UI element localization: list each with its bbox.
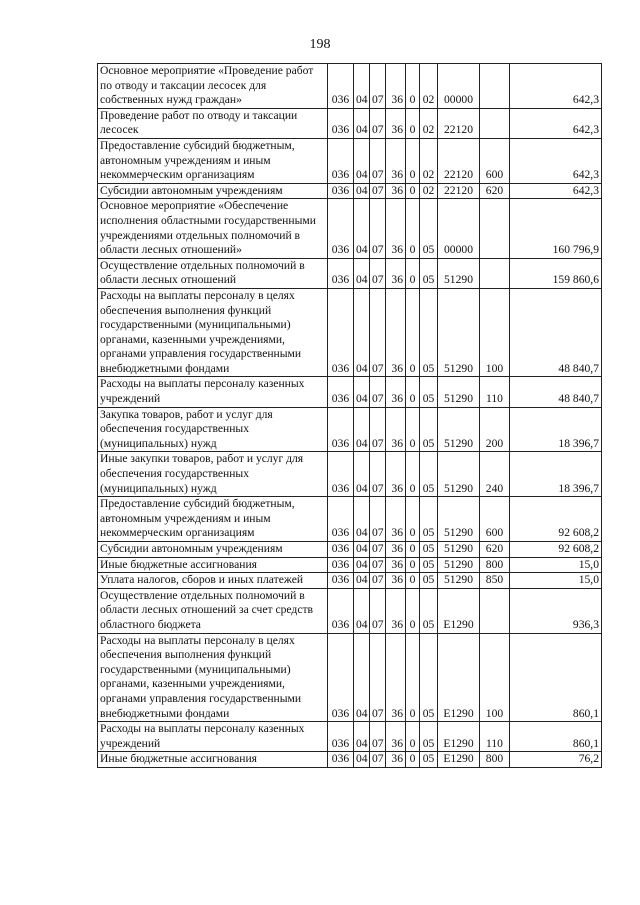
cell-vr: 600 <box>480 138 510 183</box>
cell-program: 36 <box>386 452 406 497</box>
cell-event: 05 <box>420 377 438 407</box>
row-name: Предоставление субсидий бюджетным, автономным учреждениям и иным некоммерческим организациям <box>98 138 328 183</box>
cell-program: 36 <box>386 64 406 109</box>
cell-vr: 200 <box>480 407 510 452</box>
cell-gr: 036 <box>328 452 354 497</box>
cell-vr: 600 <box>480 497 510 542</box>
cell-direction: 51290 <box>438 497 480 542</box>
cell-program: 36 <box>386 557 406 573</box>
cell-event: 05 <box>420 407 438 452</box>
cell-pr: 07 <box>370 452 386 497</box>
row-name: Субсидии автономным учреждениям <box>98 542 328 558</box>
cell-direction: 22120 <box>438 183 480 199</box>
cell-vr: 240 <box>480 452 510 497</box>
row-name: Расходы на выплаты персоналу в целях обеспечения выполнения функций государственными (муниципальными) органами, казенными учреждениями, органами управления государственными внебюджетными фондами <box>98 633 328 722</box>
cell-pr: 07 <box>370 633 386 722</box>
table-row <box>98 722 602 752</box>
cell-program: 36 <box>386 377 406 407</box>
cell-direction: 51290 <box>438 288 480 377</box>
cell-pr: 07 <box>370 288 386 377</box>
cell-subprogram: 0 <box>406 138 420 183</box>
cell-direction: Е1290 <box>438 588 480 633</box>
cell-subprogram: 0 <box>406 377 420 407</box>
cell-amount: 936,3 <box>510 588 602 633</box>
cell-amount: 48 840,7 <box>510 288 602 377</box>
cell-pr: 07 <box>370 497 386 542</box>
cell-vr: 620 <box>480 183 510 199</box>
cell-vr <box>480 258 510 288</box>
cell-subprogram: 0 <box>406 199 420 258</box>
cell-direction: Е1290 <box>438 633 480 722</box>
cell-gr: 036 <box>328 138 354 183</box>
row-name: Расходы на выплаты персоналу в целях обеспечения выполнения функций государственными (муниципальными) органами, казенными учреждениями, органами управления государственными внебюджетными фондами <box>98 288 328 377</box>
cell-amount: 48 840,7 <box>510 377 602 407</box>
budget-table <box>97 63 602 768</box>
cell-subprogram: 0 <box>406 497 420 542</box>
cell-pr: 07 <box>370 573 386 589</box>
cell-event: 05 <box>420 258 438 288</box>
cell-amount: 15,0 <box>510 573 602 589</box>
cell-program: 36 <box>386 407 406 452</box>
cell-pr: 07 <box>370 199 386 258</box>
cell-subprogram: 0 <box>406 573 420 589</box>
cell-subprogram: 0 <box>406 183 420 199</box>
cell-rz: 04 <box>354 138 370 183</box>
cell-gr: 036 <box>328 497 354 542</box>
cell-amount: 18 396,7 <box>510 407 602 452</box>
cell-event: 05 <box>420 542 438 558</box>
cell-program: 36 <box>386 138 406 183</box>
cell-program: 36 <box>386 108 406 138</box>
cell-event: 02 <box>420 64 438 109</box>
cell-amount: 642,3 <box>510 64 602 109</box>
cell-event: 05 <box>420 199 438 258</box>
cell-pr: 07 <box>370 722 386 752</box>
cell-subprogram: 0 <box>406 633 420 722</box>
cell-pr: 07 <box>370 588 386 633</box>
row-name: Иные закупки товаров, работ и услуг для обеспечения государственных (муниципальных) нужд <box>98 452 328 497</box>
cell-pr: 07 <box>370 557 386 573</box>
cell-gr: 036 <box>328 64 354 109</box>
cell-gr: 036 <box>328 258 354 288</box>
cell-rz: 04 <box>354 377 370 407</box>
row-name: Основное мероприятие «Обеспечение исполнения областными государственными учреждениями отдельных полномочий в области лесных отношений» <box>98 199 328 258</box>
cell-amount: 18 396,7 <box>510 452 602 497</box>
cell-program: 36 <box>386 633 406 722</box>
cell-direction: 51290 <box>438 542 480 558</box>
cell-event: 05 <box>420 497 438 542</box>
cell-rz: 04 <box>354 183 370 199</box>
cell-event: 05 <box>420 633 438 722</box>
cell-event: 05 <box>420 452 438 497</box>
cell-direction: 22120 <box>438 108 480 138</box>
cell-amount: 92 608,2 <box>510 542 602 558</box>
cell-program: 36 <box>386 722 406 752</box>
cell-gr: 036 <box>328 183 354 199</box>
row-name: Расходы на выплаты персоналу казенных учреждений <box>98 722 328 752</box>
cell-vr: 800 <box>480 752 510 768</box>
cell-rz: 04 <box>354 573 370 589</box>
cell-direction: 51290 <box>438 258 480 288</box>
cell-pr: 07 <box>370 64 386 109</box>
cell-direction: 51290 <box>438 452 480 497</box>
cell-event: 05 <box>420 752 438 768</box>
cell-program: 36 <box>386 199 406 258</box>
cell-gr: 036 <box>328 199 354 258</box>
cell-program: 36 <box>386 258 406 288</box>
row-name: Основное мероприятие «Проведение работ по отводу и таксации лесосек для собственных нужд граждан» <box>98 64 328 109</box>
cell-amount: 860,1 <box>510 633 602 722</box>
cell-subprogram: 0 <box>406 407 420 452</box>
table-row <box>98 542 602 558</box>
cell-direction: Е1290 <box>438 722 480 752</box>
table-row <box>98 64 602 109</box>
row-name: Расходы на выплаты персоналу казенных учреждений <box>98 377 328 407</box>
cell-rz: 04 <box>354 258 370 288</box>
table-row <box>98 588 602 633</box>
cell-program: 36 <box>386 573 406 589</box>
cell-program: 36 <box>386 752 406 768</box>
cell-gr: 036 <box>328 722 354 752</box>
cell-amount: 76,2 <box>510 752 602 768</box>
cell-vr: 800 <box>480 557 510 573</box>
cell-pr: 07 <box>370 407 386 452</box>
cell-subprogram: 0 <box>406 452 420 497</box>
cell-pr: 07 <box>370 377 386 407</box>
cell-direction: 51290 <box>438 573 480 589</box>
cell-vr: 110 <box>480 377 510 407</box>
row-name: Уплата налогов, сборов и иных платежей <box>98 573 328 589</box>
cell-rz: 04 <box>354 633 370 722</box>
cell-subprogram: 0 <box>406 64 420 109</box>
cell-rz: 04 <box>354 199 370 258</box>
cell-subprogram: 0 <box>406 288 420 377</box>
cell-rz: 04 <box>354 407 370 452</box>
cell-rz: 04 <box>354 588 370 633</box>
cell-subprogram: 0 <box>406 108 420 138</box>
cell-amount: 642,3 <box>510 183 602 199</box>
cell-rz: 04 <box>354 497 370 542</box>
cell-pr: 07 <box>370 752 386 768</box>
cell-gr: 036 <box>328 557 354 573</box>
table-row <box>98 288 602 377</box>
cell-gr: 036 <box>328 288 354 377</box>
cell-rz: 04 <box>354 64 370 109</box>
cell-amount: 860,1 <box>510 722 602 752</box>
table-row <box>98 108 602 138</box>
cell-direction: 22120 <box>438 138 480 183</box>
cell-event: 05 <box>420 573 438 589</box>
cell-vr: 620 <box>480 542 510 558</box>
cell-gr: 036 <box>328 588 354 633</box>
cell-vr <box>480 64 510 109</box>
row-name: Субсидии автономным учреждениям <box>98 183 328 199</box>
row-name: Осуществление отдельных полномочий в области лесных отношений за счет средств областного бюджета <box>98 588 328 633</box>
row-name: Закупка товаров, работ и услуг для обеспечения государственных (муниципальных) нужд <box>98 407 328 452</box>
cell-event: 02 <box>420 108 438 138</box>
cell-direction: 51290 <box>438 377 480 407</box>
table-row <box>98 497 602 542</box>
cell-program: 36 <box>386 288 406 377</box>
cell-amount: 159 860,6 <box>510 258 602 288</box>
table-row <box>98 258 602 288</box>
cell-direction: 51290 <box>438 557 480 573</box>
cell-vr <box>480 199 510 258</box>
cell-amount: 642,3 <box>510 108 602 138</box>
cell-pr: 07 <box>370 138 386 183</box>
cell-direction: Е1290 <box>438 752 480 768</box>
table-row <box>98 377 602 407</box>
table-row <box>98 183 602 199</box>
cell-direction: 00000 <box>438 64 480 109</box>
row-name: Проведение работ по отводу и таксации лесосек <box>98 108 328 138</box>
cell-rz: 04 <box>354 452 370 497</box>
cell-event: 05 <box>420 588 438 633</box>
table-row <box>98 573 602 589</box>
cell-amount: 92 608,2 <box>510 497 602 542</box>
cell-subprogram: 0 <box>406 542 420 558</box>
cell-event: 05 <box>420 557 438 573</box>
table-row <box>98 407 602 452</box>
cell-vr: 110 <box>480 722 510 752</box>
row-name: Осуществление отдельных полномочий в области лесных отношений <box>98 258 328 288</box>
cell-amount: 160 796,9 <box>510 199 602 258</box>
cell-vr <box>480 588 510 633</box>
table-row <box>98 452 602 497</box>
cell-vr <box>480 108 510 138</box>
cell-gr: 036 <box>328 573 354 589</box>
cell-pr: 07 <box>370 108 386 138</box>
cell-subprogram: 0 <box>406 258 420 288</box>
cell-vr: 850 <box>480 573 510 589</box>
cell-pr: 07 <box>370 183 386 199</box>
cell-rz: 04 <box>354 722 370 752</box>
cell-subprogram: 0 <box>406 588 420 633</box>
cell-amount: 15,0 <box>510 557 602 573</box>
cell-subprogram: 0 <box>406 752 420 768</box>
cell-gr: 036 <box>328 752 354 768</box>
cell-pr: 07 <box>370 258 386 288</box>
cell-event: 02 <box>420 138 438 183</box>
cell-subprogram: 0 <box>406 722 420 752</box>
cell-event: 05 <box>420 288 438 377</box>
cell-program: 36 <box>386 588 406 633</box>
cell-rz: 04 <box>354 542 370 558</box>
cell-gr: 036 <box>328 108 354 138</box>
cell-direction: 51290 <box>438 407 480 452</box>
cell-subprogram: 0 <box>406 557 420 573</box>
page-number: 198 <box>309 37 331 52</box>
cell-event: 05 <box>420 722 438 752</box>
table-row <box>98 138 602 183</box>
table-row <box>98 752 602 768</box>
cell-rz: 04 <box>354 557 370 573</box>
cell-gr: 036 <box>328 633 354 722</box>
cell-program: 36 <box>386 542 406 558</box>
cell-vr: 100 <box>480 288 510 377</box>
cell-gr: 036 <box>328 377 354 407</box>
table-row <box>98 633 602 722</box>
cell-gr: 036 <box>328 407 354 452</box>
cell-gr: 036 <box>328 542 354 558</box>
cell-program: 36 <box>386 497 406 542</box>
cell-pr: 07 <box>370 542 386 558</box>
cell-rz: 04 <box>354 288 370 377</box>
row-name: Иные бюджетные ассигнования <box>98 557 328 573</box>
cell-rz: 04 <box>354 108 370 138</box>
table-row <box>98 557 602 573</box>
row-name: Предоставление субсидий бюджетным, автономным учреждениям и иным некоммерческим организациям <box>98 497 328 542</box>
cell-vr: 100 <box>480 633 510 722</box>
cell-direction: 00000 <box>438 199 480 258</box>
table-row <box>98 199 602 258</box>
row-name: Иные бюджетные ассигнования <box>98 752 328 768</box>
cell-event: 02 <box>420 183 438 199</box>
cell-amount: 642,3 <box>510 138 602 183</box>
cell-program: 36 <box>386 183 406 199</box>
cell-rz: 04 <box>354 752 370 768</box>
